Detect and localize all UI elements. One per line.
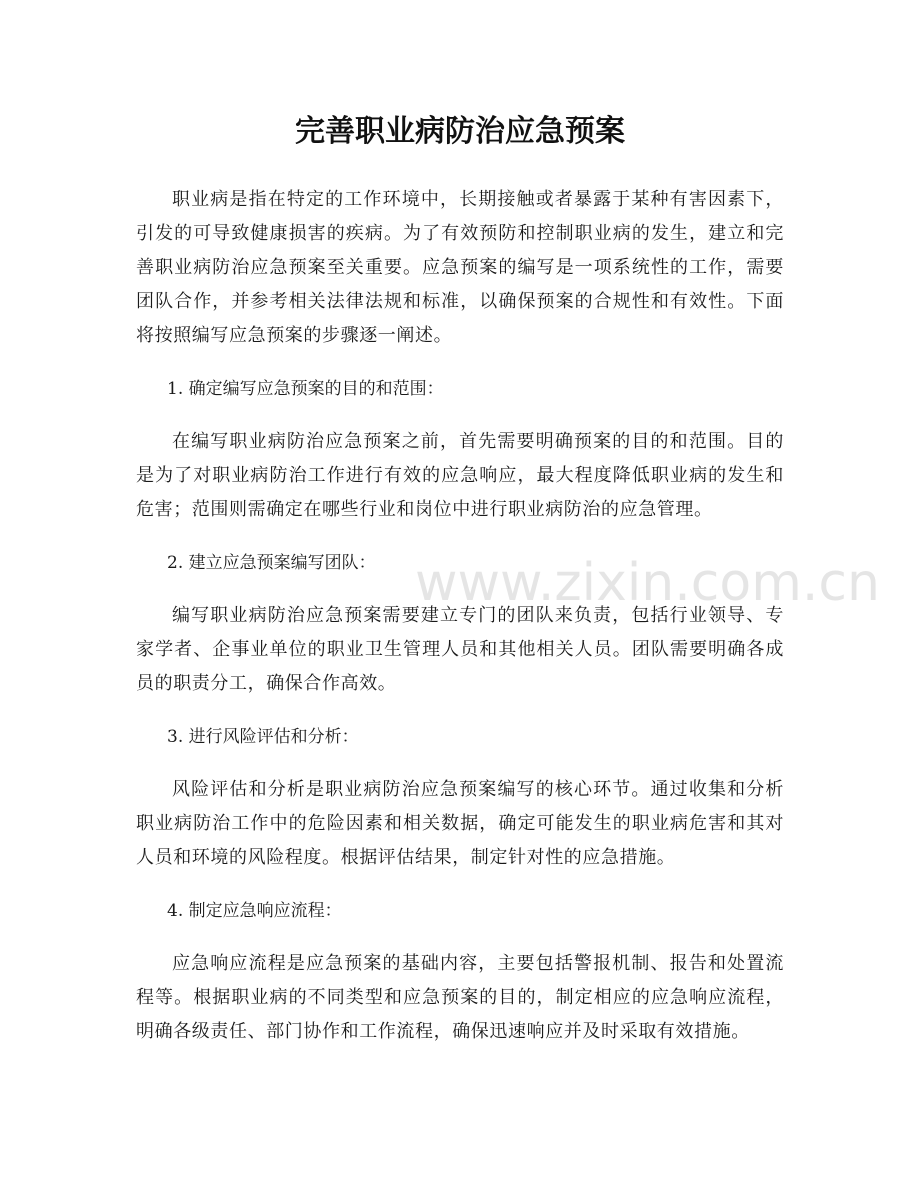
section-heading-1: 1. 确定编写应急预案的目的和范围：: [167, 379, 444, 399]
section-heading-3: 3. 进行风险评估和分析：: [167, 727, 359, 747]
section-heading-4: 4. 制定应急响应流程：: [167, 901, 342, 921]
document-body: [136, 183, 880, 1068]
intro-paragraph: 职业病是指在特定的工作环境中，长期接触或者暴露于某种有害因素下，引发的可导致健康损害的疾病。为了有效预防和控制职业病的发生，建立和完善职业病防治应急预案至关重要。应急预案的编写是一项系统性的工作，需要团队合作，并参考相关法律法规和标准，以确保预案的合规性和有效性。下面将按照编写应急预案的步骤逐一阐述。: [136, 189, 784, 346]
watermark: www.zixin.com.cn: [415, 553, 880, 613]
document-title: 完善职业病防治应急预案: [295, 114, 625, 149]
section-body-4: 应急响应流程是应急预案的基础内容，主要包括警报机制、报告和处置流程等。根据职业病的不同类型和应急预案的目的，制定相应的应急响应流程，明确各级责任、部门协作和工作流程，确保迅速响应并及时采取有效措施。: [136, 953, 784, 1042]
section-body-2: 编写职业病防治应急预案需要建立专门的团队来负责，包括行业领导、专家学者、企事业单位的职业卫生管理人员和其他相关人员。团队需要明确各成员的职责分工，确保合作高效。: [136, 605, 784, 694]
section-body-1: 在编写职业病防治应急预案之前，首先需要明确预案的目的和范围。目的是为了对职业病防治工作进行有效的应急响应，最大程度降低职业病的发生和危害；范围则需确定在哪些行业和岗位中进行职业病防治的应急管理。: [136, 431, 784, 520]
section-heading-2: 2. 建立应急预案编写团队：: [167, 553, 376, 573]
section-body-3: 风险评估和分析是职业病防治应急预案编写的核心环节。通过收集和分析职业病防治工作中的危险因素和相关数据，确定可能发生的职业病危害和其对人员和环境的风险程度。根据评估结果，制定针对性的应急措施。: [136, 779, 784, 868]
